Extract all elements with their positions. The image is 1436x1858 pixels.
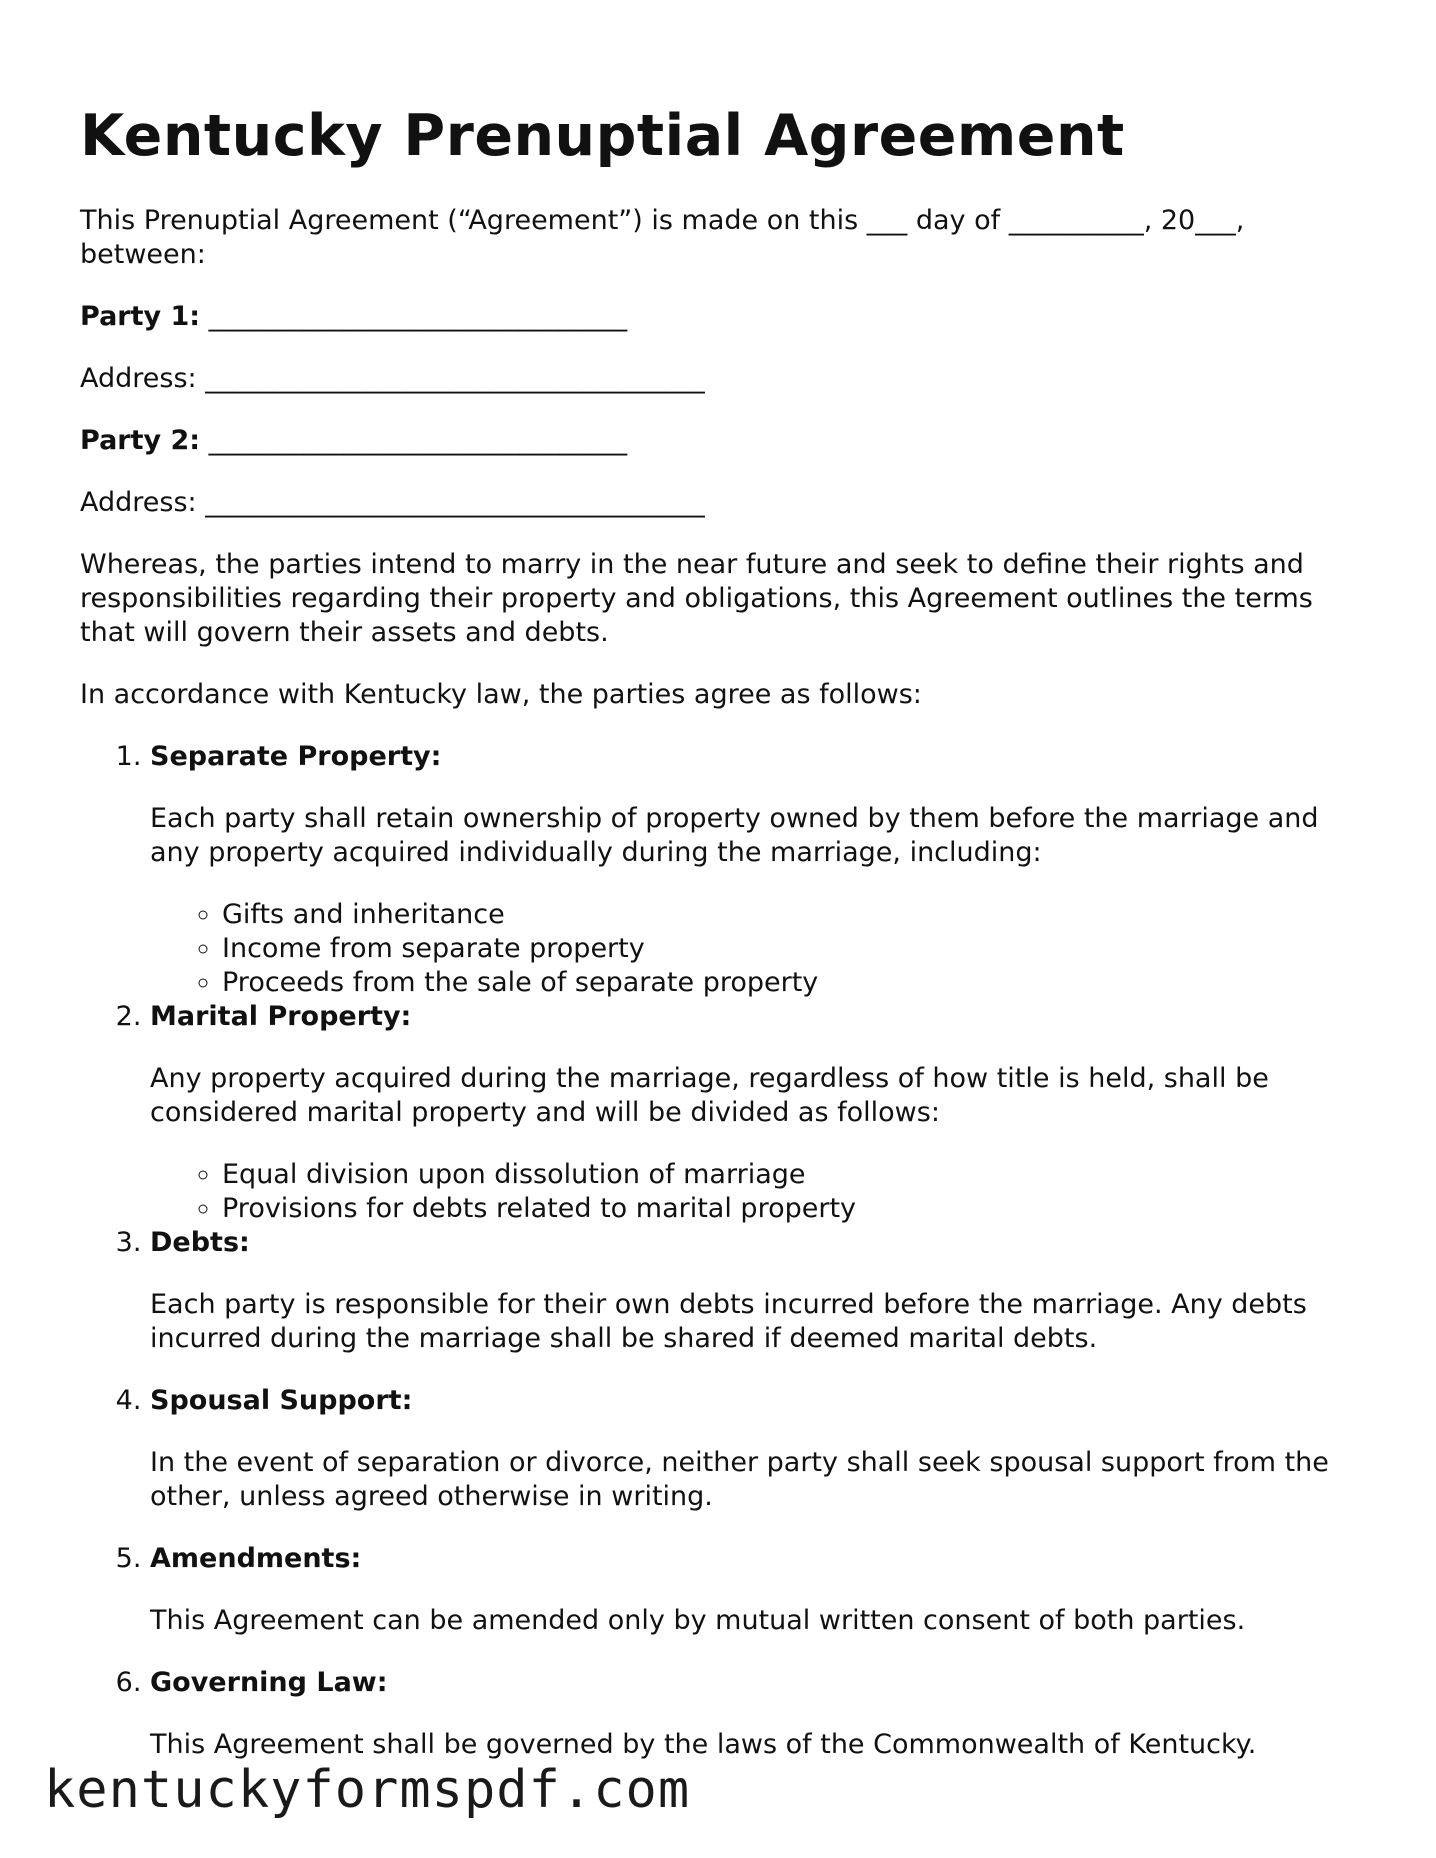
bullet-item: ◦ Provisions for debts related to marital property: [222, 1192, 1370, 1226]
bullet-item: ◦ Gifts and inheritance: [222, 898, 1370, 932]
section-title: 2. Marital Property:: [150, 1001, 412, 1032]
sections-list: [80, 740, 1370, 1762]
section-title: 5. Amendments:: [150, 1543, 362, 1574]
bullet-item: ◦ Income from separate property: [222, 932, 1370, 966]
bullet-item: ◦ Equal division upon dissolution of marriage: [222, 1158, 1370, 1192]
accordance-paragraph: In accordance with Kentucky law, the parties agree as follows:: [80, 679, 922, 710]
address2-line: [80, 486, 1370, 520]
section-amendments: [150, 1542, 1370, 1638]
section-governing-law: [150, 1666, 1370, 1762]
section-body: This Agreement shall be governed by the laws of the Commonwealth of Kentucky.: [150, 1729, 1257, 1760]
section-bullets: [150, 898, 1370, 1000]
intro-paragraph: This Prenuptial Agreement (“Agreement”) is made on this ___ day of __________, 20___, between:: [80, 205, 1245, 270]
party2-blank: _______________________________: [200, 425, 628, 456]
section-separate-property: [150, 740, 1370, 1000]
section-debts: [150, 1226, 1370, 1356]
section-title: 3. Debts:: [150, 1227, 250, 1258]
whereas-paragraph: Whereas, the parties intend to marry in the near future and seek to define their rights and responsibilities regarding their property and obligations, this Agreement outlines the terms that will govern their assets and debts.: [80, 549, 1313, 648]
address2-label: Address:: [80, 487, 197, 518]
party1-line: [80, 300, 1370, 334]
document-page: [80, 96, 1370, 1790]
party1-blank: _______________________________: [200, 301, 628, 332]
section-bullets: [150, 1158, 1370, 1226]
party2-label: Party 2:: [80, 425, 201, 456]
section-marital-property: [150, 1000, 1370, 1226]
bullet-item: ◦ Proceeds from the sale of separate property: [222, 966, 1370, 1000]
section-spousal-support: [150, 1384, 1370, 1514]
section-body: This Agreement can be amended only by mutual written consent of both parties.: [150, 1605, 1246, 1636]
watermark-brand: kentuckyformspdf.com: [44, 1760, 691, 1820]
party1-label: Party 1:: [80, 301, 201, 332]
address1-line: [80, 362, 1370, 396]
section-body: Each party is responsible for their own debts incurred before the marriage. Any debts incurred during the marriage shall be shared if deemed marital debts.: [150, 1289, 1307, 1354]
section-body: Any property acquired during the marriage, regardless of how title is held, shall be considered marital property and will be divided as follows:: [150, 1063, 1269, 1128]
address1-label: Address:: [80, 363, 197, 394]
address1-blank: _____________________________________: [196, 363, 705, 394]
section-title: 6. Governing Law:: [150, 1667, 388, 1698]
section-body: Each party shall retain ownership of property owned by them before the marriage and any property acquired individually during the marriage, including:: [150, 803, 1319, 868]
document-title: Kentucky Prenuptial Agreement: [80, 103, 1125, 169]
address2-blank: _____________________________________: [196, 487, 705, 518]
section-title: 4. Spousal Support:: [150, 1385, 413, 1416]
party2-line: [80, 424, 1370, 458]
section-body: In the event of separation or divorce, neither party shall seek spousal support from the other, unless agreed otherwise in writing.: [150, 1447, 1329, 1512]
section-title: 1. Separate Property:: [150, 741, 442, 772]
